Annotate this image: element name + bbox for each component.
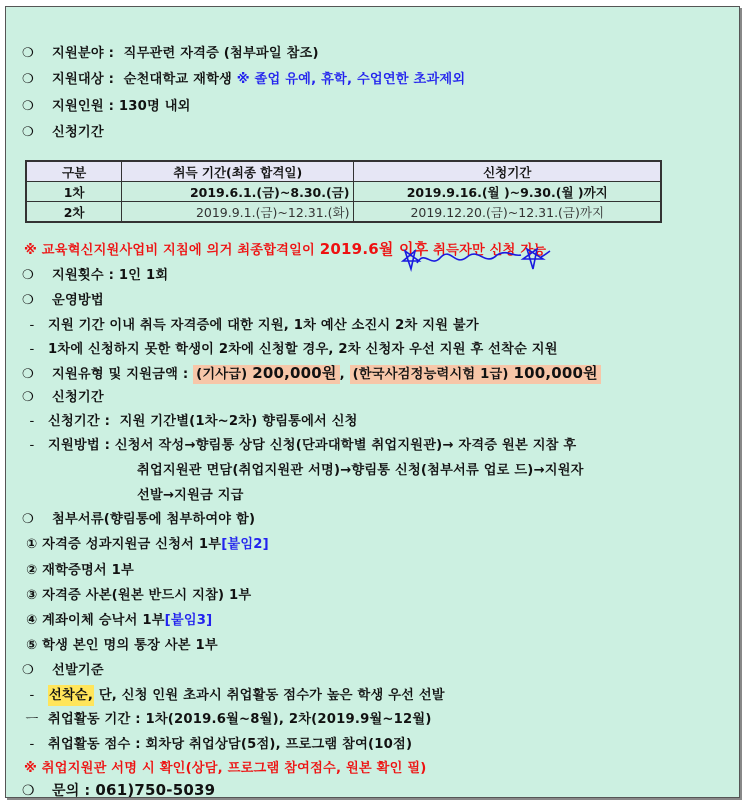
period-heading-label: 신청기간 <box>52 125 104 140</box>
contact-phone: 061)750-5039 <box>95 781 216 799</box>
separator: : <box>104 414 111 429</box>
signature-note-text: ※ 취업지원관 서명 시 확인(상담, 프로그램 참여점수, 원본 확인 필) <box>24 761 427 776</box>
operation-heading-label: 운영방법 <box>52 293 104 308</box>
headcount-label: 지원인원 <box>52 99 104 114</box>
application-period-value: 지원 기간별(1차~2차) 향림통에서 신청 <box>119 414 358 429</box>
round-cell: 2차 <box>26 202 122 223</box>
amount-value: 200,000원 <box>252 364 337 382</box>
operation-item-text: 지원 기간 이내 취득 자격증에 대한 지원, 1차 예산 소진시 2차 지원 불가 <box>48 318 479 333</box>
separator: : <box>108 72 115 87</box>
application-method-text: 선발→지원금 지급 <box>137 488 244 503</box>
amount-history-highlight <box>350 365 601 384</box>
dash-bullet: - <box>29 414 35 429</box>
signature-note <box>24 757 427 776</box>
attachment-item <box>26 559 134 578</box>
application-method-text: 취업지원관 면담(취업지원관 서명)→향림통 신청(첨부서류 업로 드)→지원자 <box>137 463 584 478</box>
attachment-tag: [붙임3] <box>164 613 213 628</box>
selection-rule <box>16 684 445 703</box>
attachment-text: 자격증 사본(원본 반드시 지참) 1부 <box>42 588 252 603</box>
amount-value: 100,000원 <box>513 364 598 382</box>
dash-bullet: - <box>29 737 35 752</box>
circle-bullet-icon: ❍ <box>22 268 35 283</box>
operation-item <box>16 338 558 357</box>
operation-heading <box>22 289 104 308</box>
dash-bullet: - <box>29 318 35 333</box>
application-period-label: 신청기간 <box>48 414 100 429</box>
attachment-text: 자격증 성과지원금 신청서 1부 <box>42 537 222 552</box>
attachment-tag: [붙임2] <box>221 537 269 552</box>
frequency-line <box>22 264 168 283</box>
attachment-text: 재학증명서 1부 <box>42 563 134 578</box>
headcount-value: 130명 내외 <box>118 99 191 114</box>
attachment-text: 계좌이체 승낙서 1부 <box>42 613 165 628</box>
circled-number: ② <box>26 563 38 578</box>
application-method-text: 신청서 작성→향림통 상담 신청(단과대학별 취업지원관)→ 자격증 원본 지참 후 <box>114 438 577 453</box>
separator: : <box>108 46 115 61</box>
attachment-item <box>26 584 251 603</box>
circle-bullet-icon: ❍ <box>22 72 35 87</box>
first-come-highlight: 선착순, <box>48 685 94 706</box>
separator: : <box>182 367 189 382</box>
application-method-label: 지원방법 <box>48 438 100 453</box>
circle-bullet-icon: ❍ <box>22 663 35 678</box>
field-value: 직무관련 자격증 (첨부파일 참조) <box>123 46 319 61</box>
apply-period-cell: 2019.12.20.(금)~12.31.(금)까지 <box>354 202 661 223</box>
table-row <box>26 182 661 202</box>
circled-number: ① <box>26 537 38 552</box>
attachments-heading-label: 첨부서류(향림통에 첨부하여야 함) <box>52 512 256 527</box>
application-method <box>16 434 576 453</box>
amount-line <box>22 362 601 383</box>
frequency-label: 지원횟수 <box>52 268 104 283</box>
apply-period-cell: 2019.9.16.(월 )~9.30.(월 )까지 <box>354 182 661 202</box>
dash-bullet: ㅡ <box>25 712 39 727</box>
contact-label: 문의 <box>52 783 80 799</box>
circled-number: ④ <box>26 613 38 628</box>
attachment-item <box>26 609 212 628</box>
table-header-row <box>26 161 661 182</box>
circle-bullet-icon: ❍ <box>22 367 35 382</box>
dash-bullet: - <box>29 342 35 357</box>
contact-line <box>22 780 215 800</box>
operation-item-text: 1차에 신청하지 못한 학생이 2차에 신청할 경우, 2차 신청자 우선 지원 후 선착순 지원 <box>48 342 558 357</box>
handwritten-scribble-icon <box>395 245 555 275</box>
application-method-continued <box>137 459 584 478</box>
activity-period <box>16 708 432 727</box>
application-heading <box>22 386 104 405</box>
notice-emphasis: 2019.6월 이후 <box>319 240 429 258</box>
application-method-continued <box>137 484 244 503</box>
activity-score <box>16 733 412 752</box>
application-period <box>16 410 358 429</box>
circled-number: ③ <box>26 588 38 603</box>
circle-bullet-icon: ❍ <box>22 390 35 405</box>
notice-prefix: ※ 교육혁신지원사업비 지침에 의거 최종합격일이 <box>24 243 320 258</box>
selection-heading-label: 선발기준 <box>52 663 104 678</box>
circle-bullet-icon: ❍ <box>22 512 35 527</box>
attachment-item <box>26 533 269 552</box>
circle-bullet-icon: ❍ <box>22 46 35 61</box>
table-row <box>26 202 661 223</box>
circle-bullet-icon: ❍ <box>22 99 35 114</box>
dash-bullet: - <box>29 688 35 703</box>
attachments-heading <box>22 508 255 527</box>
activity-period-text: 취업활동 기간 : 1차(2019.6월~8월), 2차(2019.9월~12월) <box>48 712 432 727</box>
field-label: 지원분야 <box>52 46 104 61</box>
notice-suffix: 취득자만 신청 가능 <box>428 243 547 258</box>
circle-bullet-icon: ❍ <box>22 293 35 308</box>
selection-heading <box>22 659 104 678</box>
separator: : <box>108 268 115 283</box>
separator: : <box>84 783 91 799</box>
target-label: 지원대상 <box>52 72 104 87</box>
separator: : <box>108 99 115 114</box>
target-line <box>22 68 465 87</box>
separator: , <box>339 367 345 382</box>
acquire-period-cell: 2019.9.1.(금)~12.31.(화) <box>122 202 354 223</box>
acquire-period-cell: 2019.6.1.(금)~8.30.(금) <box>122 182 354 202</box>
attachment-item <box>26 634 218 653</box>
column-header: 취득 기간(최종 합격일) <box>122 161 354 182</box>
field-line <box>22 42 319 61</box>
activity-score-text: 취업활동 점수 : 회차당 취업상담(5점), 프로그램 참여(10점) <box>48 737 413 752</box>
attachment-text: 학생 본인 명의 통장 사본 1부 <box>42 638 218 653</box>
column-header: 구분 <box>26 161 122 182</box>
circle-bullet-icon: ❍ <box>22 783 35 799</box>
document-frame <box>5 6 740 798</box>
amount-label: 지원유형 및 지원금액 <box>52 367 179 382</box>
application-heading-label: 신청기간 <box>52 390 104 405</box>
amount-engineer-highlight <box>193 365 340 384</box>
circled-number: ⑤ <box>26 638 38 653</box>
target-exclusion-note: ※ 졸업 유예, 휴학, 수업연한 초과제외 <box>236 72 466 87</box>
circle-bullet-icon: ❍ <box>22 125 35 140</box>
frequency-value: 1인 1회 <box>118 268 169 283</box>
amount-type: (기사급) <box>196 367 248 382</box>
period-heading <box>22 121 104 140</box>
target-value: 순천대학교 재학생 <box>123 72 232 87</box>
round-cell: 1차 <box>26 182 122 202</box>
selection-rule-text: 단, 신청 인원 초과시 취업활동 점수가 높은 학생 우선 선발 <box>94 688 445 703</box>
separator: : <box>104 438 111 453</box>
amount-type: (한국사검정능력시험 1급) <box>352 367 509 382</box>
operation-item <box>16 314 479 333</box>
dash-bullet: - <box>29 438 35 453</box>
column-header: 신청기간 <box>354 161 661 182</box>
headcount-line <box>22 95 191 114</box>
schedule-table <box>25 160 662 223</box>
